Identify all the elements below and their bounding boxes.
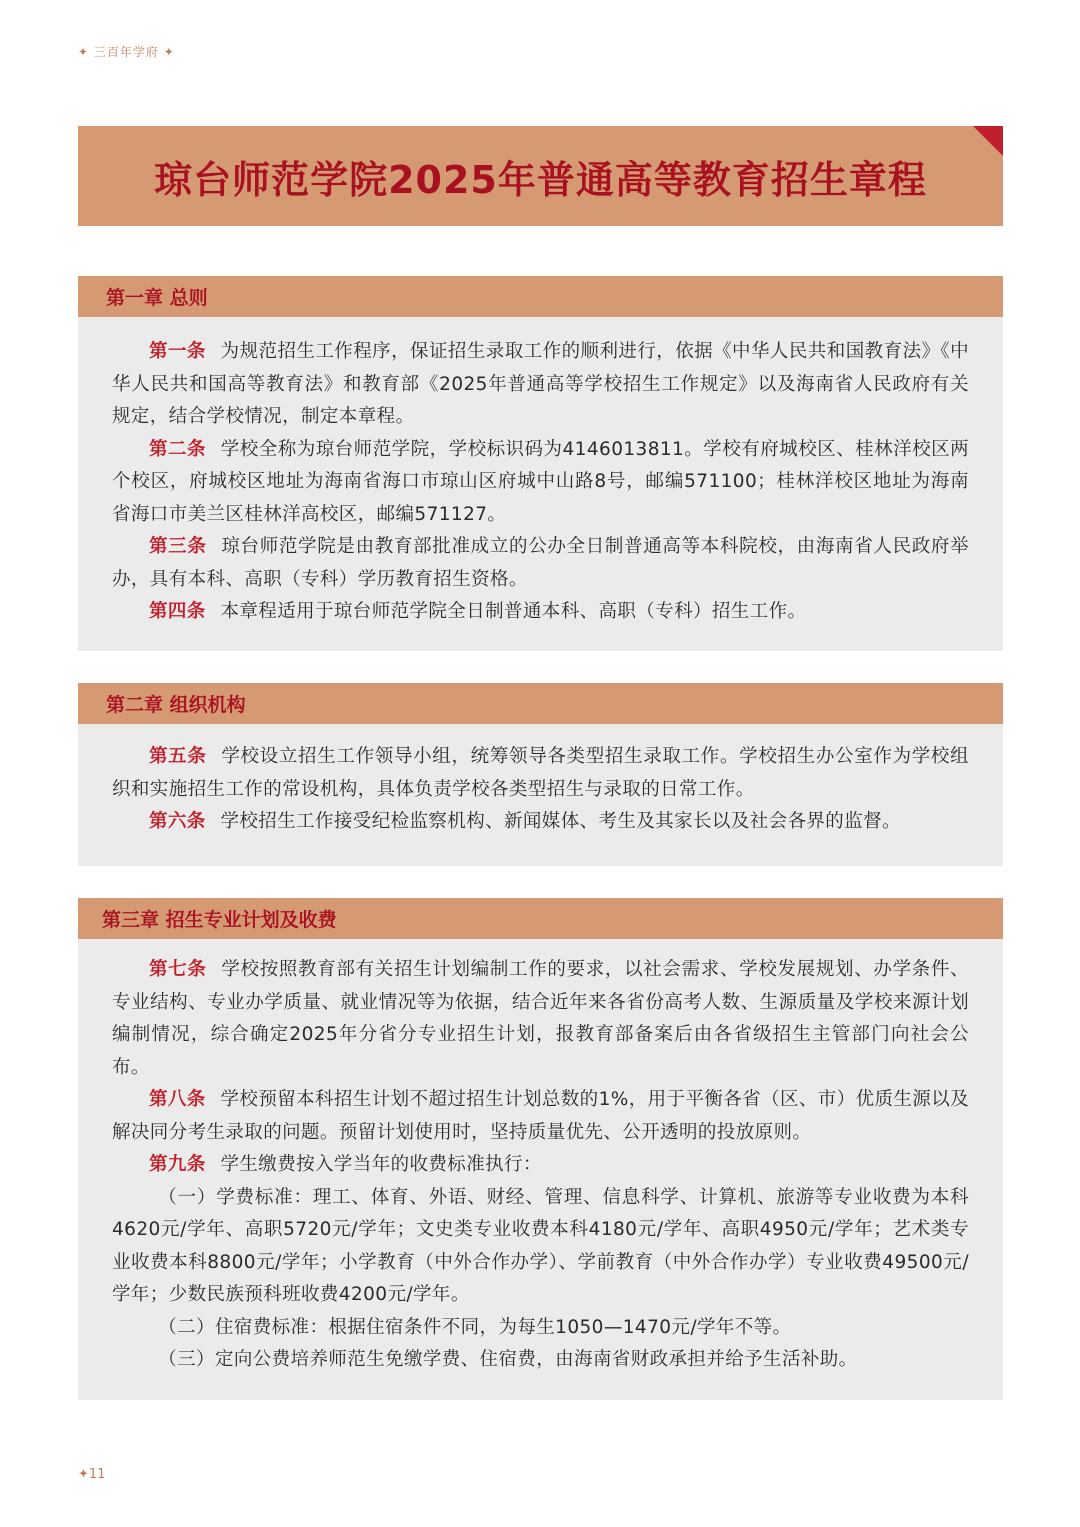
article xyxy=(112,954,969,1084)
star-icon: ✦ xyxy=(163,45,175,59)
header-tag xyxy=(78,43,175,60)
article xyxy=(112,596,969,629)
article-label: 第三条 xyxy=(149,536,207,557)
title-band xyxy=(78,126,1003,226)
article xyxy=(112,531,969,596)
article-text: 学校全称为琼台师范学院，学校标识码为4146013811。学校有府城校区、桂林洋校区两个校区，府城校区地址为海南省海口市琼山区府城中山路8号，邮编571100；桂林洋校区地址为海南省海口市美兰区桂林洋高校区，邮编571127。 xyxy=(112,438,970,525)
fee-item xyxy=(112,1312,969,1345)
article-label: 第四条 xyxy=(149,601,206,622)
article-text: 学校预留本科招生计划不超过招生计划总数的1%，用于平衡各省（区、市）优质生源以及解决同分考生录取的问题。预留计划使用时，坚持质量优先、公开透明的投放原则。 xyxy=(112,1089,969,1143)
article-label: 第六条 xyxy=(149,811,206,832)
fee-item-text: （三）定向公费培养师范生免缴学费、住宿费，由海南省财政承担并给予生活补助。 xyxy=(158,1349,858,1370)
article-text: 琼台师范学院是由教育部批准成立的公办全日制普通高等本科院校，由海南省人民政府举办，具有本科、高职（专科）学历教育招生资格。 xyxy=(112,536,970,590)
chapter-body-2 xyxy=(78,724,1003,866)
chapter-body-3 xyxy=(78,939,1003,1400)
page-title: 琼台师范学院2025年普通高等教育招生章程 xyxy=(154,157,927,202)
page-number xyxy=(78,1467,105,1482)
fee-item xyxy=(112,1182,969,1312)
article-label: 第一条 xyxy=(149,341,206,362)
article xyxy=(112,434,969,532)
fee-item-text: （二）住宿费标准：根据住宿条件不同，为每生1050—1470元/学年不等。 xyxy=(158,1316,792,1338)
chapter-heading-text: 第三章 招生专业计划及收费 xyxy=(102,909,337,931)
article xyxy=(112,1149,969,1182)
chapter-heading-text: 第一章 总则 xyxy=(106,287,208,309)
article-text: 学生缴费按入学当年的收费标准执行： xyxy=(220,1154,542,1175)
article xyxy=(112,806,969,839)
chapter-heading-1 xyxy=(78,276,1003,317)
article-text: 为规范招生工作程序，保证招生录取工作的顺利进行，依据《中华人民共和国教育法》《中华人民共和国高等教育法》和教育部《2025年普通高等学校招生工作规定》以及海南省人民政府有关规定，结合学校情况，制定本章程。 xyxy=(112,341,969,427)
chapter-heading-3 xyxy=(78,898,1003,939)
chapter-body-1 xyxy=(78,317,1003,651)
page-number-text: 11 xyxy=(88,1467,106,1482)
article-text: 学校按照教育部有关招生计划编制工作的要求，以社会需求、学校发展规划、办学条件、专业结构、专业办学质量、就业情况等为依据，结合近年来各省份高考人数、生源质量及学校来源计划编制情况，综合确定2025年分省分专业招生计划，报教育部备案后由各省级招生主管部门向社会公布。 xyxy=(112,959,970,1078)
star-icon: ✦ xyxy=(78,1467,89,1482)
article-text: 学校设立招生工作领导小组，统筹领导各类型招生录取工作。学校招生办公室作为学校组织和实施招生工作的常设机构，具体负责学校各类型招生与录取的日常工作。 xyxy=(112,746,970,800)
article xyxy=(112,336,969,434)
fee-item xyxy=(112,1344,969,1377)
star-icon: ✦ xyxy=(78,45,90,59)
chapter-heading-text: 第二章 组织机构 xyxy=(106,694,246,716)
article xyxy=(112,1084,969,1149)
article xyxy=(112,741,969,806)
article-label: 第五条 xyxy=(149,746,207,767)
article-text: 本章程适用于琼台师范学院全日制普通本科、高职（专科）招生工作。 xyxy=(220,601,807,622)
title-corner-decoration xyxy=(973,126,1003,156)
header-tag-text: 三百年学府 xyxy=(93,45,159,59)
article-label: 第二条 xyxy=(149,438,206,460)
chapter-heading-2 xyxy=(78,683,1003,724)
article-label: 第八条 xyxy=(149,1089,206,1110)
article-label: 第七条 xyxy=(149,959,207,980)
article-text: 学校招生工作接受纪检监察机构、新闻媒体、考生及其家长以及社会各界的监督。 xyxy=(220,811,901,832)
article-label: 第九条 xyxy=(149,1154,206,1175)
fee-item-text: （一）学费标准：理工、体育、外语、财经、管理、信息科学、计算机、旅游等专业收费为本科4620元/学年、高职5720元/学年；文史类专业收费本科4180元/学年、高职4950元/学年；艺术类专业收费本科8800元/学年；小学教育（中外合作办学）、学前教育（中外合作办学）专业收费49500元/学年；少数民族预科班收费4200元/学年。 xyxy=(112,1186,969,1305)
